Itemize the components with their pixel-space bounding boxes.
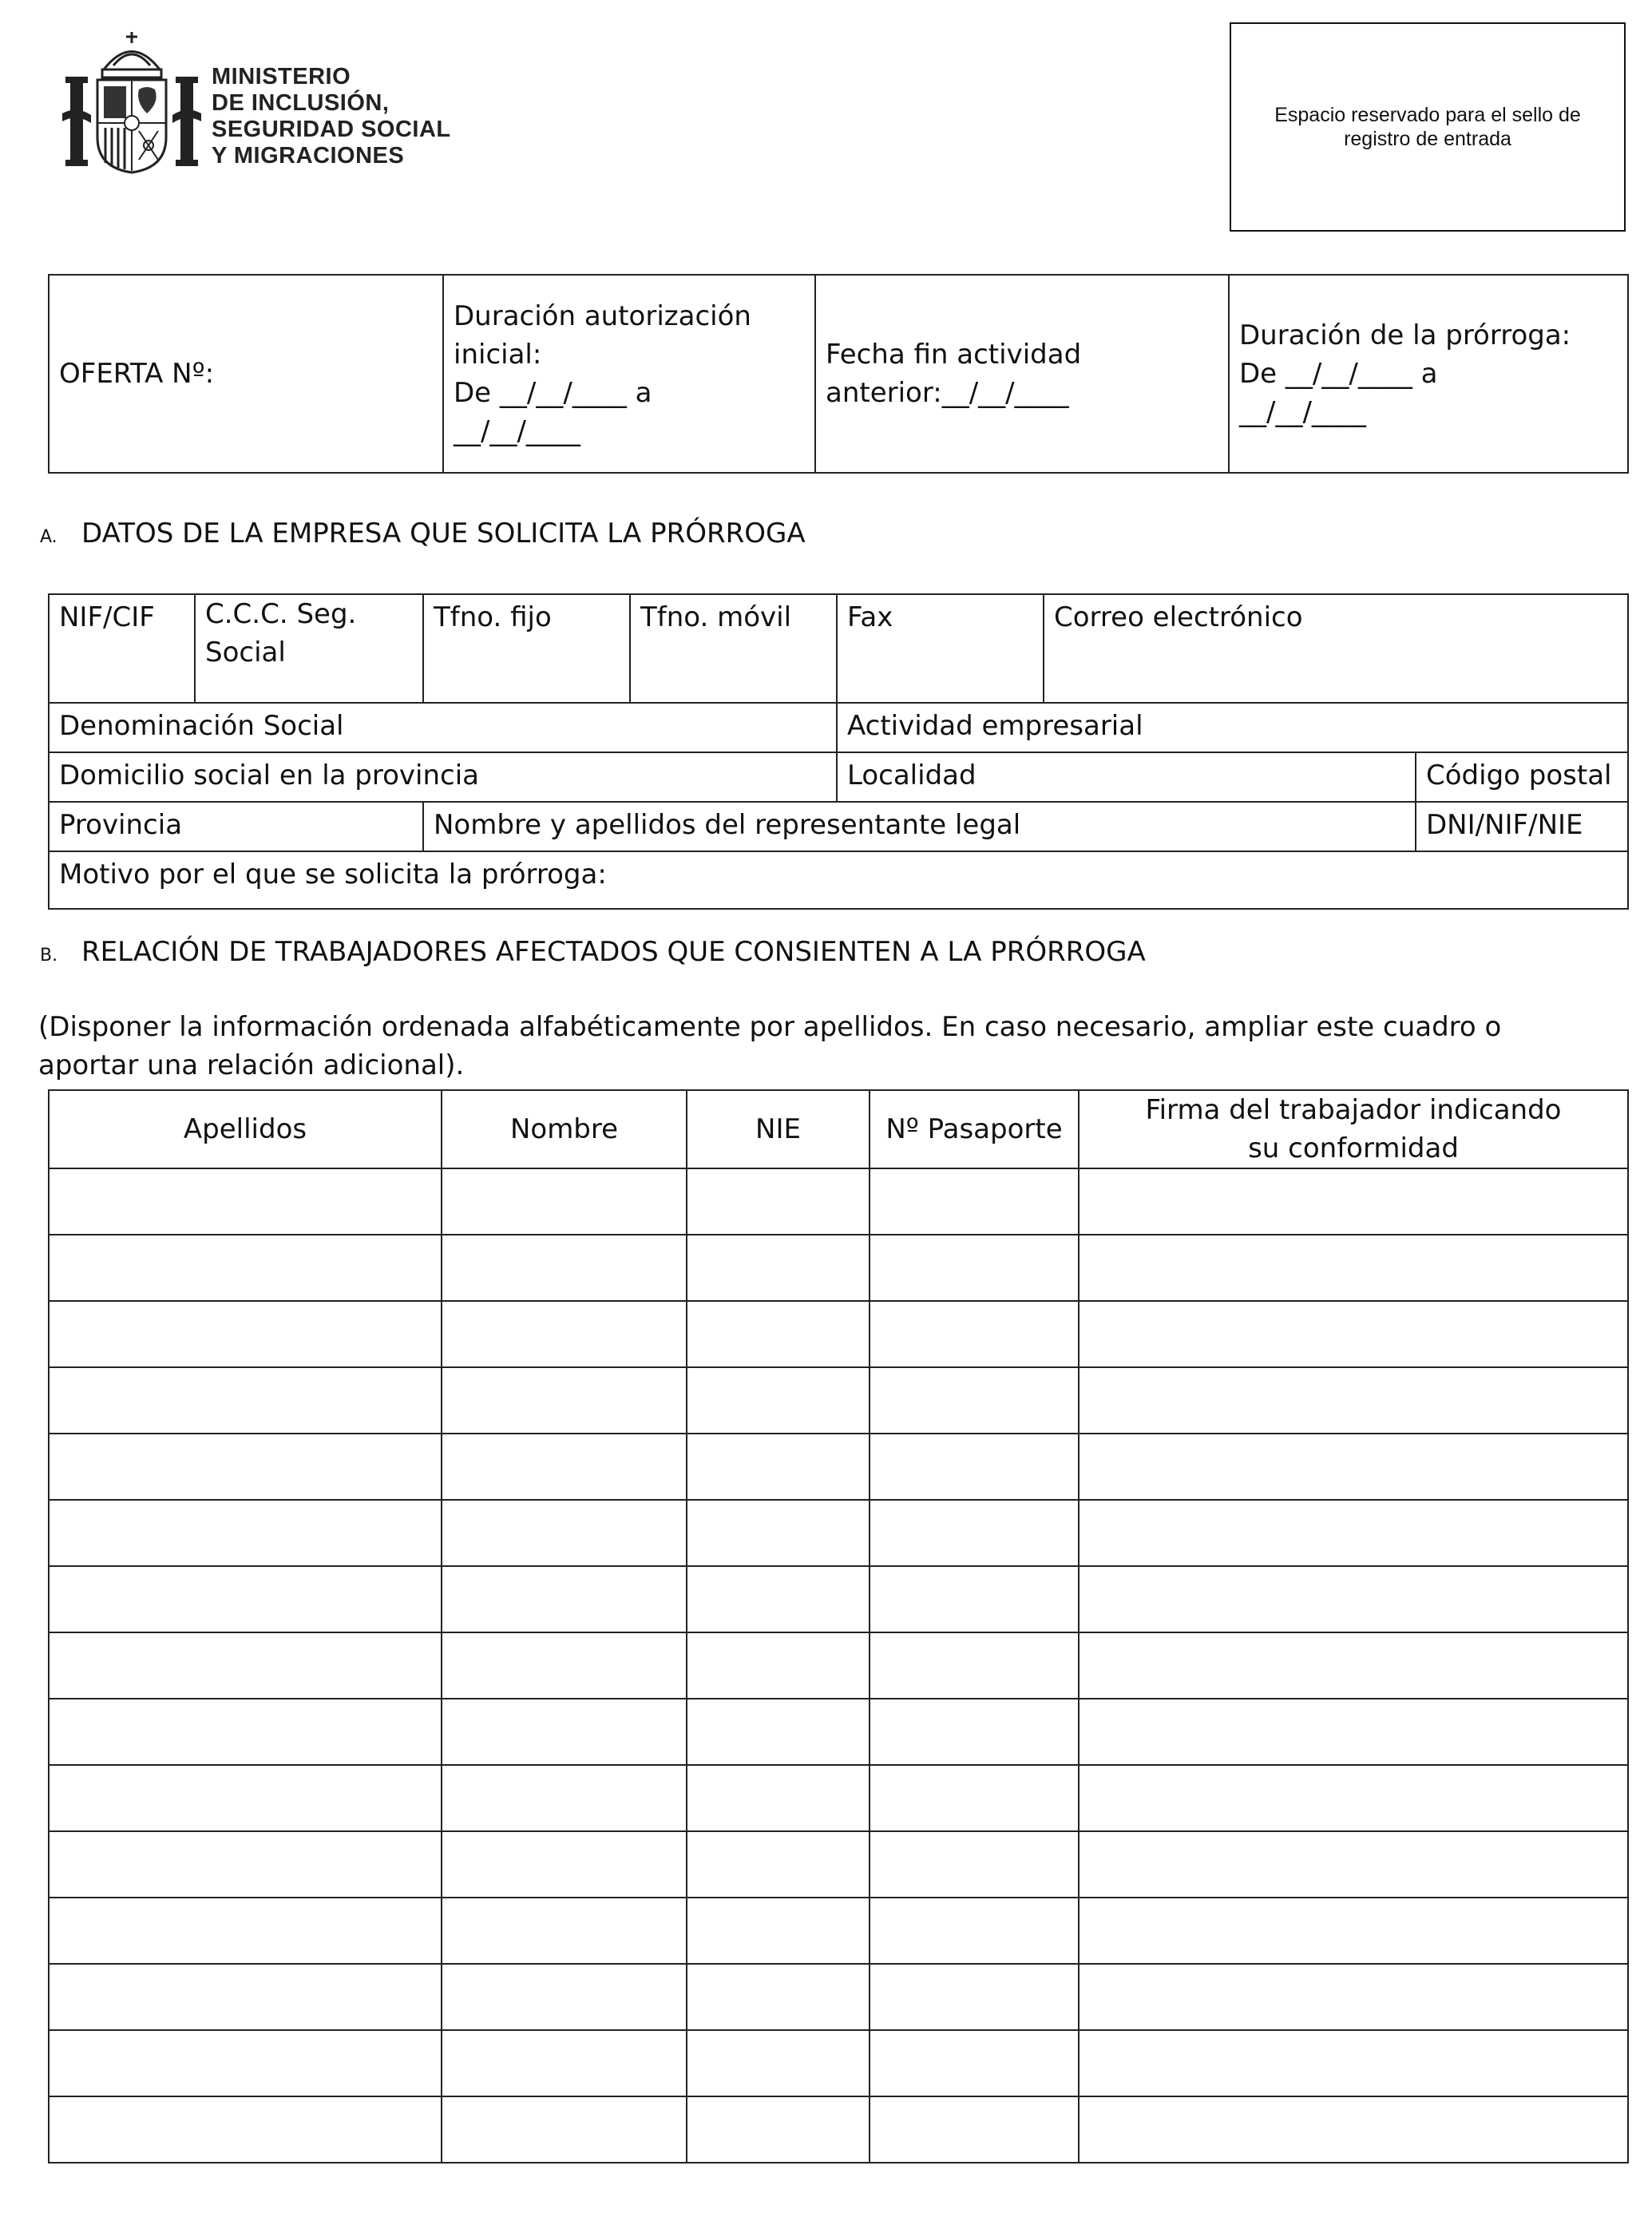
worker-nie-cell[interactable] bbox=[687, 1500, 870, 1566]
worker-nombre-cell[interactable] bbox=[442, 1632, 687, 1699]
worker-apellidos-cell[interactable] bbox=[49, 1367, 442, 1434]
domicilio-label: Domicilio social en la provincia bbox=[59, 759, 480, 791]
section-a-letter: A. bbox=[40, 527, 57, 547]
oferta-cell[interactable] bbox=[49, 275, 443, 473]
codigo-postal-cell[interactable] bbox=[1416, 752, 1628, 802]
denominacion-label: Denominación Social bbox=[59, 710, 344, 742]
worker-nombre-cell[interactable] bbox=[442, 2096, 687, 2163]
oferta-label: OFERTA Nº: bbox=[59, 358, 215, 390]
duracion-prorroga-line-2: De __/__/____ a bbox=[1239, 358, 1438, 390]
stamp-box-text: Espacio reservado para el sello de registro de entrada bbox=[1274, 104, 1581, 150]
fax-label: Fax bbox=[847, 601, 893, 633]
worker-pasaporte-cell[interactable] bbox=[870, 1566, 1079, 1632]
worker-nombre-cell[interactable] bbox=[442, 1235, 687, 1301]
worker-row bbox=[49, 1699, 1628, 1765]
worker-nombre-cell[interactable] bbox=[442, 1765, 687, 1831]
col-nie-header: NIE bbox=[687, 1090, 870, 1168]
localidad-label: Localidad bbox=[847, 759, 977, 791]
worker-apellidos-cell[interactable] bbox=[49, 1831, 442, 1898]
tfno-movil-cell[interactable] bbox=[630, 594, 837, 703]
domicilio-cell[interactable] bbox=[49, 752, 837, 802]
worker-apellidos-cell[interactable] bbox=[49, 1898, 442, 1964]
fecha-fin-cell[interactable] bbox=[815, 275, 1229, 473]
worker-row bbox=[49, 1235, 1628, 1301]
worker-row bbox=[49, 1964, 1628, 2030]
provincia-label: Provincia bbox=[59, 809, 183, 841]
worker-nie-cell[interactable] bbox=[687, 1434, 870, 1500]
worker-nie-cell[interactable] bbox=[687, 1566, 870, 1632]
motivo-label: Motivo por el que se solicita la prórroga: bbox=[59, 859, 607, 890]
worker-firma-cell[interactable] bbox=[1079, 1831, 1628, 1898]
worker-apellidos-cell[interactable] bbox=[49, 1566, 442, 1632]
worker-pasaporte-cell[interactable] bbox=[870, 2096, 1079, 2163]
ministry-name bbox=[212, 64, 451, 169]
duracion-inicial-line-4: __/__/____ bbox=[454, 415, 580, 447]
worker-firma-cell[interactable] bbox=[1079, 1235, 1628, 1301]
section-a-title: DATOS DE LA EMPRESA QUE SOLICITA LA PRÓRROGA bbox=[81, 518, 806, 549]
duracion-inicial-line-3: De __/__/____ a bbox=[454, 377, 652, 409]
worker-nombre-cell[interactable] bbox=[442, 1699, 687, 1765]
worker-pasaporte-cell[interactable] bbox=[870, 1168, 1079, 1235]
worker-apellidos-cell[interactable] bbox=[49, 1699, 442, 1765]
ministry-line-1: MINISTERIO bbox=[212, 64, 351, 89]
denominacion-cell[interactable] bbox=[49, 703, 837, 752]
worker-nie-cell[interactable] bbox=[687, 1699, 870, 1765]
fax-cell[interactable] bbox=[837, 594, 1044, 703]
col-firma-header: Firma del trabajador indicando su conformidad bbox=[1079, 1090, 1628, 1168]
worker-nie-cell[interactable] bbox=[687, 1301, 870, 1367]
worker-firma-cell[interactable] bbox=[1079, 1301, 1628, 1367]
worker-nombre-cell[interactable] bbox=[442, 1566, 687, 1632]
workers-body bbox=[49, 1168, 1628, 2163]
dni-label: DNI/NIF/NIE bbox=[1426, 809, 1583, 841]
worker-nie-cell[interactable] bbox=[687, 1632, 870, 1699]
worker-firma-cell[interactable] bbox=[1079, 1898, 1628, 1964]
worker-pasaporte-cell[interactable] bbox=[870, 1235, 1079, 1301]
worker-pasaporte-cell[interactable] bbox=[870, 1765, 1079, 1831]
worker-pasaporte-cell[interactable] bbox=[870, 1898, 1079, 1964]
worker-nie-cell[interactable] bbox=[687, 1235, 870, 1301]
worker-apellidos-cell[interactable] bbox=[49, 2030, 442, 2096]
offer-table bbox=[48, 274, 1629, 474]
worker-apellidos-cell[interactable] bbox=[49, 1500, 442, 1566]
worker-nie-cell[interactable] bbox=[687, 1831, 870, 1898]
col-nombre-header: Nombre bbox=[442, 1090, 687, 1168]
worker-row bbox=[49, 1765, 1628, 1831]
worker-apellidos-cell[interactable] bbox=[49, 2096, 442, 2163]
ccc-label: C.C.C. Seg. Social bbox=[205, 598, 357, 668]
section-b-letter: B. bbox=[40, 946, 58, 966]
col-apellidos-header: Apellidos bbox=[49, 1090, 442, 1168]
worker-row bbox=[49, 1898, 1628, 1964]
ministry-line-3: SEGURIDAD SOCIAL bbox=[212, 117, 451, 142]
worker-nombre-cell[interactable] bbox=[442, 1964, 687, 2030]
col-pasaporte-header: Nº Pasaporte bbox=[870, 1090, 1079, 1168]
fecha-fin-line-1: Fecha fin actividad bbox=[826, 339, 1082, 371]
worker-nie-cell[interactable] bbox=[687, 1898, 870, 1964]
correo-label: Correo electrónico bbox=[1054, 601, 1303, 633]
duracion-inicial-line-1: Duración autorización bbox=[454, 300, 751, 332]
actividad-cell[interactable] bbox=[837, 703, 1628, 752]
worker-nombre-cell[interactable] bbox=[442, 1301, 687, 1367]
ccc-cell[interactable] bbox=[195, 594, 423, 703]
worker-firma-cell[interactable] bbox=[1079, 1566, 1628, 1632]
representante-cell[interactable] bbox=[423, 802, 1416, 851]
worker-firma-cell[interactable] bbox=[1079, 1367, 1628, 1434]
worker-firma-cell[interactable] bbox=[1079, 1500, 1628, 1566]
section-a-heading bbox=[40, 518, 806, 549]
worker-nombre-cell[interactable] bbox=[442, 1367, 687, 1434]
actividad-label: Actividad empresarial bbox=[847, 710, 1143, 742]
worker-pasaporte-cell[interactable] bbox=[870, 1434, 1079, 1500]
worker-row bbox=[49, 2096, 1628, 2163]
tfno-fijo-label: Tfno. fijo bbox=[434, 601, 552, 633]
worker-firma-cell[interactable] bbox=[1079, 2096, 1628, 2163]
duracion-prorroga-line-1: Duración de la prórroga: bbox=[1239, 319, 1571, 351]
fecha-fin-line-2: anterior:__/__/____ bbox=[826, 377, 1069, 409]
worker-apellidos-cell[interactable] bbox=[49, 1301, 442, 1367]
nif-cif-label: NIF/CIF bbox=[59, 601, 155, 633]
representante-label: Nombre y apellidos del representante legal bbox=[434, 809, 1021, 841]
worker-nombre-cell[interactable] bbox=[442, 1898, 687, 1964]
worker-pasaporte-cell[interactable] bbox=[870, 1831, 1079, 1898]
worker-row bbox=[49, 1367, 1628, 1434]
ministry-line-2: DE INCLUSIÓN, bbox=[212, 90, 390, 116]
codigo-postal-label: Código postal bbox=[1426, 759, 1612, 791]
worker-row bbox=[49, 1434, 1628, 1500]
company-data-table bbox=[48, 593, 1629, 910]
worker-pasaporte-cell[interactable] bbox=[870, 1964, 1079, 2030]
worker-nie-cell[interactable] bbox=[687, 1964, 870, 2030]
worker-apellidos-cell[interactable] bbox=[49, 1765, 442, 1831]
worker-nie-cell[interactable] bbox=[687, 1367, 870, 1434]
worker-firma-cell[interactable] bbox=[1079, 1699, 1628, 1765]
worker-pasaporte-cell[interactable] bbox=[870, 1367, 1079, 1434]
workers-table bbox=[48, 1089, 1629, 2163]
workers-header-row bbox=[49, 1090, 1628, 1168]
worker-firma-cell[interactable] bbox=[1079, 1765, 1628, 1831]
ministry-line-4: Y MIGRACIONES bbox=[212, 143, 405, 169]
worker-nie-cell[interactable] bbox=[687, 1765, 870, 1831]
worker-row bbox=[49, 1500, 1628, 1566]
correo-cell[interactable] bbox=[1044, 594, 1628, 703]
coat-of-arms-logo bbox=[56, 26, 208, 177]
worker-row bbox=[49, 2030, 1628, 2096]
worker-row bbox=[49, 1831, 1628, 1898]
localidad-cell[interactable] bbox=[837, 752, 1416, 802]
worker-nombre-cell[interactable] bbox=[442, 1500, 687, 1566]
worker-row bbox=[49, 1632, 1628, 1699]
worker-pasaporte-cell[interactable] bbox=[870, 2030, 1079, 2096]
section-b-heading bbox=[40, 936, 1146, 968]
duracion-prorroga-cell[interactable] bbox=[1229, 275, 1628, 473]
worker-nombre-cell[interactable] bbox=[442, 1434, 687, 1500]
worker-nie-cell[interactable] bbox=[687, 1168, 870, 1235]
worker-apellidos-cell[interactable] bbox=[49, 1235, 442, 1301]
dni-cell[interactable] bbox=[1416, 802, 1628, 851]
worker-row bbox=[49, 1566, 1628, 1632]
worker-apellidos-cell[interactable] bbox=[49, 1632, 442, 1699]
worker-nombre-cell[interactable] bbox=[442, 2030, 687, 2096]
duracion-inicial-line-2: inicial: bbox=[454, 339, 542, 371]
worker-nombre-cell[interactable] bbox=[442, 1831, 687, 1898]
worker-pasaporte-cell[interactable] bbox=[870, 1500, 1079, 1566]
worker-firma-cell[interactable] bbox=[1079, 1168, 1628, 1235]
worker-nie-cell[interactable] bbox=[687, 2096, 870, 2163]
motivo-cell[interactable] bbox=[49, 851, 1628, 909]
worker-row bbox=[49, 1168, 1628, 1235]
worker-nie-cell[interactable] bbox=[687, 2030, 870, 2096]
worker-row bbox=[49, 1301, 1628, 1367]
registration-stamp-box bbox=[1230, 22, 1626, 232]
worker-nombre-cell[interactable] bbox=[442, 1168, 687, 1235]
worker-apellidos-cell[interactable] bbox=[49, 1964, 442, 2030]
worker-pasaporte-cell[interactable] bbox=[870, 1699, 1079, 1765]
tfno-fijo-cell[interactable] bbox=[423, 594, 630, 703]
worker-apellidos-cell[interactable] bbox=[49, 1434, 442, 1500]
worker-firma-cell[interactable] bbox=[1079, 2030, 1628, 2096]
worker-firma-cell[interactable] bbox=[1079, 1632, 1628, 1699]
worker-firma-cell[interactable] bbox=[1079, 1964, 1628, 2030]
worker-pasaporte-cell[interactable] bbox=[870, 1301, 1079, 1367]
worker-firma-cell[interactable] bbox=[1079, 1434, 1628, 1500]
worker-apellidos-cell[interactable] bbox=[49, 1168, 442, 1235]
tfno-movil-label: Tfno. móvil bbox=[640, 601, 792, 633]
nif-cif-cell[interactable] bbox=[49, 594, 195, 703]
section-b-title: RELACIÓN DE TRABAJADORES AFECTADOS QUE CONSIENTEN A LA PRÓRROGA bbox=[81, 936, 1146, 968]
duracion-inicial-cell[interactable] bbox=[443, 275, 815, 473]
duracion-prorroga-line-3: __/__/____ bbox=[1239, 396, 1366, 428]
section-b-instructions: (Disponer la información ordenada alfabéticamente por apellidos. En caso necesario, ampliar este cuadro o aportar una relación adicional). bbox=[38, 1011, 1502, 1081]
provincia-cell[interactable] bbox=[49, 802, 423, 851]
worker-pasaporte-cell[interactable] bbox=[870, 1632, 1079, 1699]
